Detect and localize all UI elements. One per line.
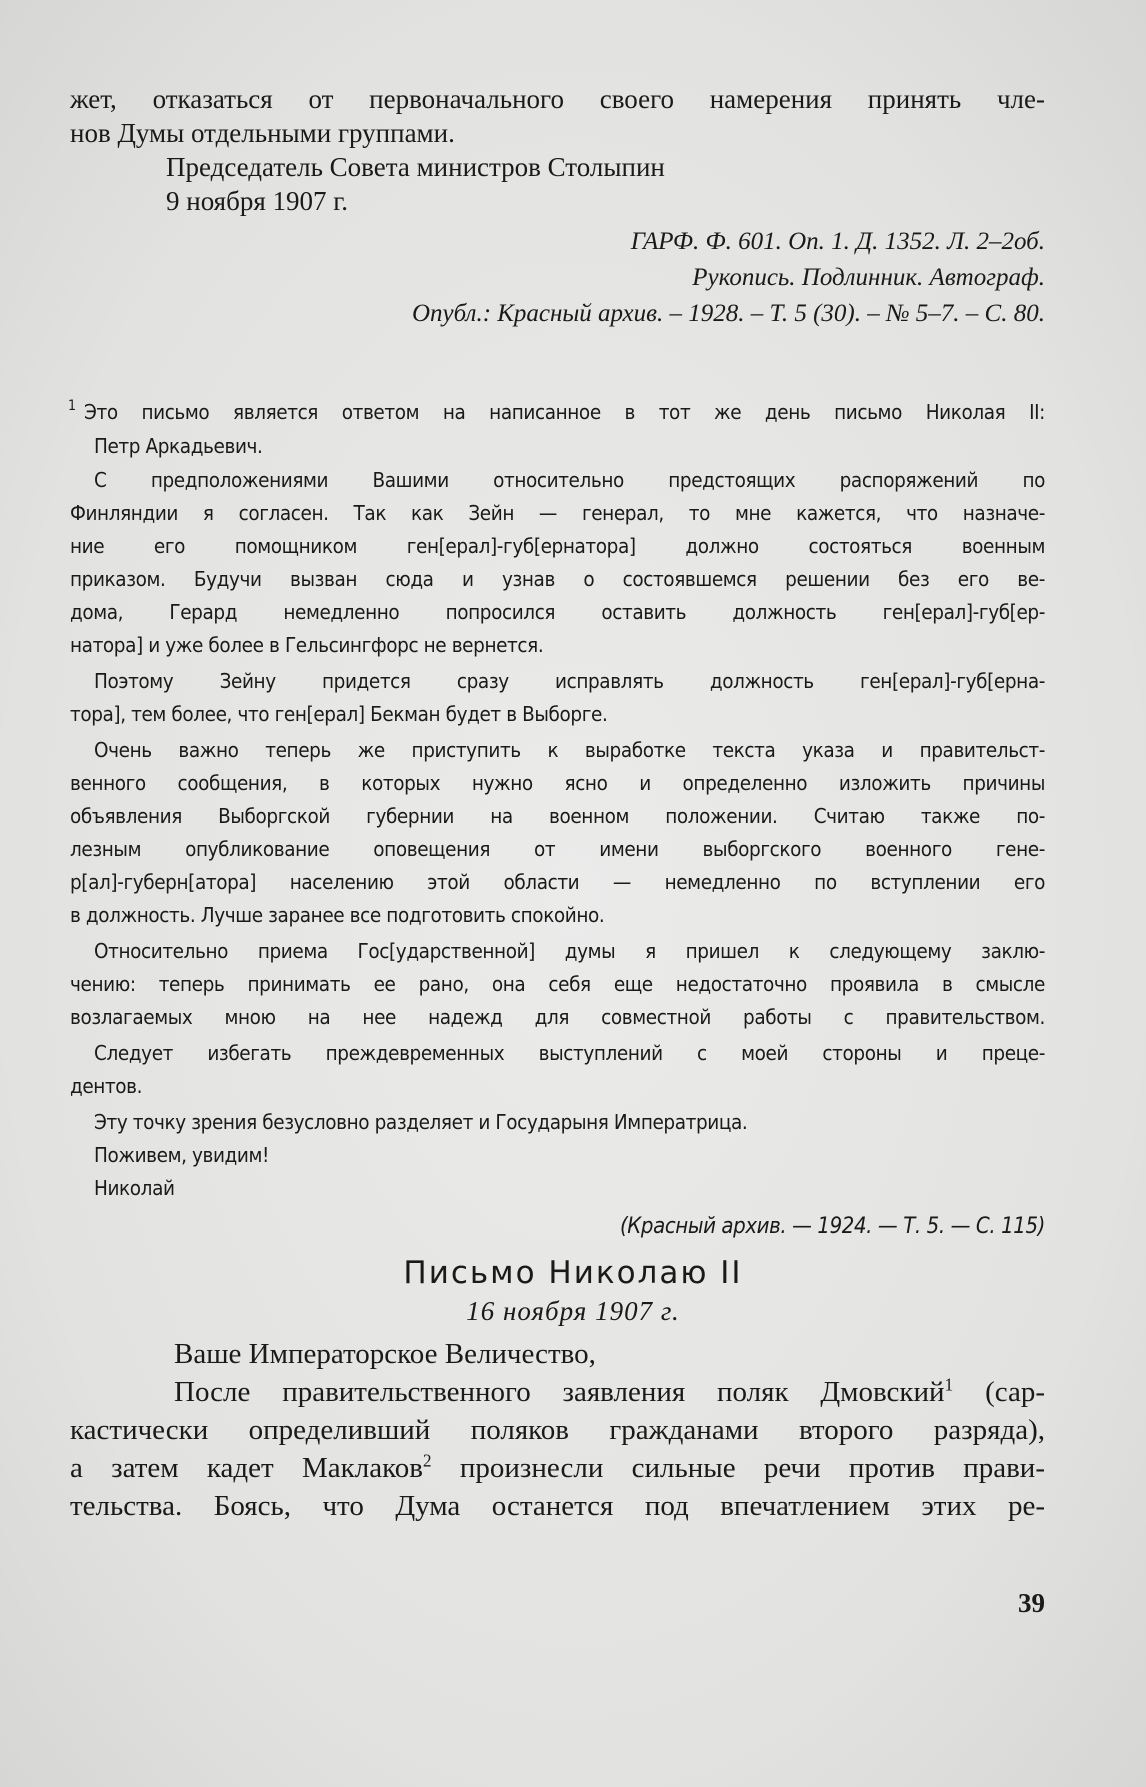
footnote-line: лезным опубликование оповещения от имени выборгского военного гене- [70, 837, 1045, 861]
footnote-line: Очень важно теперь же приступить к выработке текста указа и правительст- [94, 738, 1045, 762]
footnote-line: дома, Герард немедленно попросился оставить должность ген[ерал]-губ[ер- [70, 600, 1045, 624]
archive-reference: ГАРФ. Ф. 601. Оп. 1. Д. 1352. Л. 2–2об. [630, 228, 1045, 255]
text: (сар- [953, 1376, 1045, 1408]
footnote-ref: 2 [422, 1450, 432, 1471]
body-line: нов Думы отдельными группами. [70, 118, 455, 148]
footnote-line: р[ал]-губерн[атора] населению этой области — немедленно по вступлении его [70, 870, 1045, 894]
footnote-line: чению: теперь принимать ее рано, она себя еще недостаточно проявила в смысле [70, 972, 1045, 996]
letter-line: кастически определивший поляков гражданами второго разряда), [70, 1414, 1045, 1446]
footnote-line: Следует избегать преждевременных выступлений с моей стороны и преце- [94, 1041, 1045, 1065]
footnote-line: Поэтому Зейну придется сразу исправлять должность ген[ерал]-губ[ерна- [94, 669, 1045, 693]
publication-reference: Опубл.: Красный архив. – 1928. – Т. 5 (30). – № 5–7. – С. 80. [411, 300, 1045, 327]
letter-date: 9 ноября 1907 г. [166, 186, 349, 216]
footnote-line: возлагаемых мною на нее надежд для совместной работы с правительством. [70, 1005, 1045, 1029]
footnote-line: Относительно приема Гос[ударственной] думы я пришел к следующему заклю- [94, 939, 1045, 963]
footnote-line: Это письмо является ответом на написанное в тот же день письмо Николая II: [84, 400, 1045, 424]
letter-greeting: Ваше Императорское Величество, [174, 1338, 596, 1370]
letter-date: 16 ноября 1907 г. [466, 1296, 680, 1326]
footnote-line: ние его помощником ген[ерал]-губ[ернатора] должно состояться военным [70, 534, 1045, 558]
letter-line [174, 1376, 1045, 1409]
body-line: жет, отказаться от первоначального своего намерения принять чле- [70, 84, 1045, 114]
page-number: 39 [1018, 1588, 1045, 1618]
footnote-source: (Красный архив. — 1924. — Т. 5. — С. 115) [619, 1214, 1045, 1239]
signature-line: Председатель Совета министров Столыпин [166, 152, 665, 182]
footnote-line: приказом. Будучи вызван сюда и узнав о состоявшемся решении без его ве- [70, 567, 1045, 591]
text: После правительственного заявления поляк Дмовский [174, 1376, 945, 1408]
footnote-line: С предположениями Вашими относительно предстоящих распоряжений по [94, 468, 1045, 492]
footnote-line: натора] и уже более в Гельсингфорс не вернется. [70, 633, 544, 657]
footnote-line: Финляндии я согласен. Так как Зейн — генерал, то мне кажется, что назначе- [70, 501, 1045, 525]
footnote-signature: Николай [94, 1176, 175, 1200]
footnote-line: тора], тем более, что ген[ерал] Бекман будет в Выборге. [70, 702, 608, 726]
footnote-marker: 1 [68, 398, 76, 414]
footnote-line: объявления Выборгской губернии на военном положении. Считаю также по- [70, 804, 1045, 828]
text: произнесли сильные речи против прави- [431, 1452, 1045, 1484]
footnote-line: в должность. Лучше заранее все подготовить спокойно. [70, 903, 605, 927]
letter-line: тельства. Боясь, что Дума останется под впечатлением этих ре- [70, 1490, 1045, 1522]
footnote-ref: 1 [944, 1374, 954, 1395]
footnote-line: венного сообщения, в которых нужно ясно и определенно изложить причины [70, 771, 1045, 795]
footnote-line: Поживем, увидим! [94, 1143, 269, 1167]
manuscript-reference: Рукопись. Подлинник. Автограф. [692, 264, 1045, 291]
letter-title: Письмо Николаю II [403, 1255, 743, 1291]
footnote-line: Петр Аркадьевич. [94, 434, 263, 458]
letter-line [70, 1452, 1045, 1485]
footnote-line: дентов. [70, 1074, 143, 1098]
footnote-line: Эту точку зрения безусловно разделяет и Государыня Императрица. [94, 1110, 748, 1134]
text: а затем кадет Маклаков [70, 1452, 423, 1484]
